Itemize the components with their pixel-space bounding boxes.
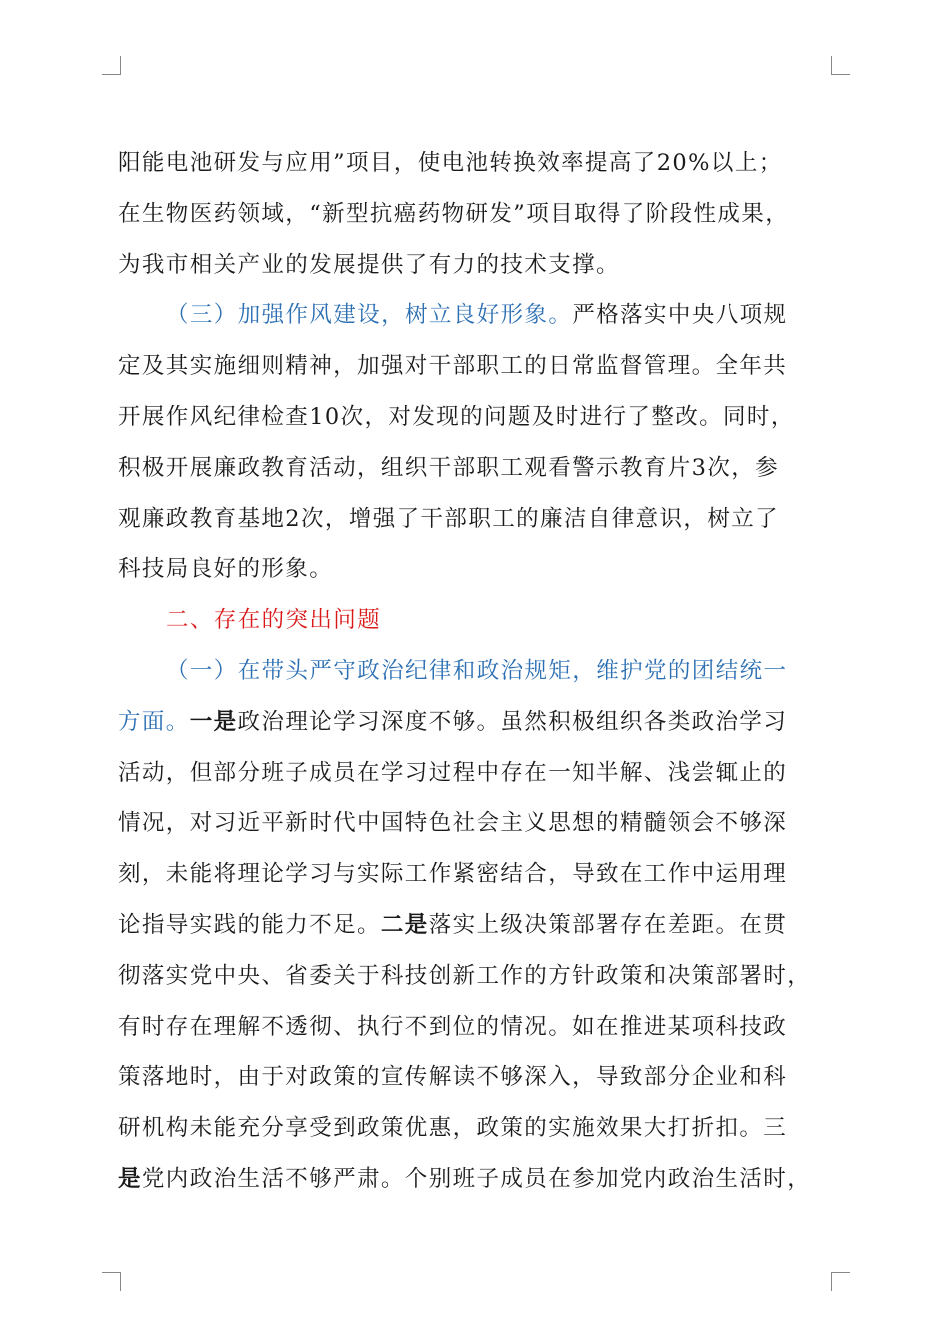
item-marker-two: 二是 — [380, 911, 429, 938]
text-line: 策落地时，由于对政策的宣传解读不够深入，导致部分企业和科 — [118, 1064, 788, 1091]
item-marker-one: 一是 — [189, 708, 238, 735]
section-heading: 二、存在的突出问题 — [166, 607, 382, 634]
text-line: 开展作风纪律检查10次，对发现的问题及时进行了整改。同时， — [118, 403, 795, 430]
crop-mark-top-left — [102, 56, 121, 75]
subheading-three: （三）加强作风建设，树立良好形象。 — [166, 302, 573, 329]
subheading-line — [118, 646, 830, 697]
text-line: 刻，未能将理论学习与实际工作紧密结合，导致在工作中运用理 — [118, 861, 788, 888]
text-line: 研机构未能充分享受到政策优惠，政策的实施效果大打折扣。三 — [118, 1115, 788, 1142]
text-line: 彻落实党中央、省委关于科技创新工作的方针政策和决策部署时， — [118, 962, 812, 989]
subheading-one: （一）在带头严守政治纪律和政治规矩，维护党的团结统一 — [166, 657, 788, 684]
subheading-line: （三）加强作风建设，树立良好形象。严格落实中央八项规 — [166, 302, 788, 329]
text-line: 情况，对习近平新时代中国特色社会主义思想的精髓领会不够深 — [118, 810, 788, 837]
text-line: 活动，但部分班子成员在学习过程中存在一知半解、浅尝辄止的 — [118, 759, 788, 786]
text-line: 定及其实施细则精神，加强对干部职工的日常监督管理。全年共 — [118, 353, 788, 380]
crop-mark-bottom-left — [102, 1272, 121, 1291]
text-line: 为我市相关产业的发展提供了有力的技术支撑。 — [118, 251, 620, 278]
item-marker-three: 是 — [118, 1165, 142, 1192]
text-line: 方面。一是政治理论学习深度不够。虽然积极组织各类政治学习 — [118, 708, 788, 735]
text-line: 是党内政治生活不够严肃。个别班子成员在参加党内政治生活时， — [118, 1165, 812, 1192]
document-body — [118, 138, 830, 1205]
section-heading-line — [118, 595, 830, 646]
text-line: 积极开展廉政教育活动，组织干部职工观看警示教育片3次，参 — [118, 454, 780, 481]
crop-mark-top-right — [831, 56, 850, 75]
text-line: 有时存在理解不透彻、执行不到位的情况。如在推进某项科技政 — [118, 1013, 788, 1040]
text-line: 在生物医药领域，“新型抗癌药物研发”项目取得了阶段性成果， — [118, 200, 790, 227]
text-line: 观廉政教育基地2次，增强了干部职工的廉洁自律意识，树立了 — [118, 505, 780, 532]
text-line: 科技局良好的形象。 — [118, 556, 334, 583]
text-line: 论指导实践的能力不足。二是落实上级决策部署存在差距。在贯 — [118, 911, 788, 938]
text-line: 阳能电池研发与应用”项目，使电池转换效率提高了20%以上； — [118, 150, 783, 176]
crop-mark-bottom-right — [831, 1272, 850, 1291]
